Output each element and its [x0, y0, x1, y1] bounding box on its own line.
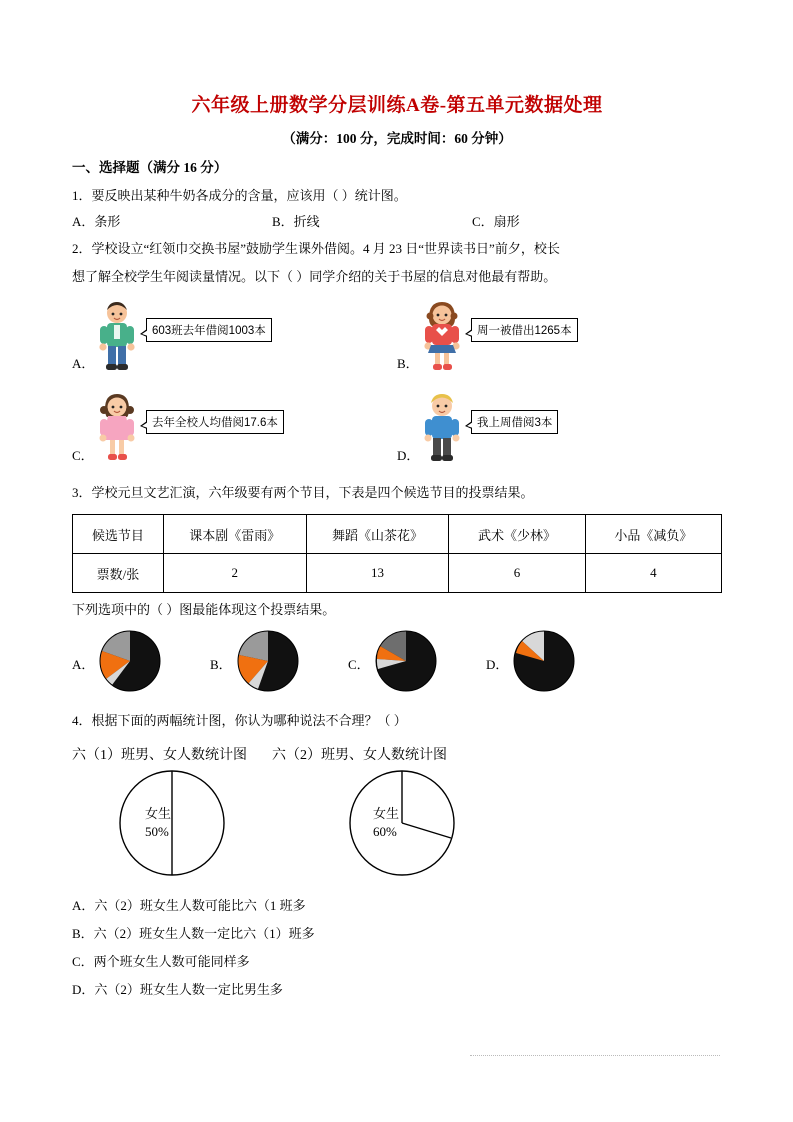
chart-1-percent: 50% [145, 824, 169, 839]
q3-option-d[interactable] [486, 629, 624, 698]
q2-option-b[interactable] [397, 298, 722, 376]
question-4-choices [72, 892, 722, 1004]
q2-option-a[interactable] [72, 298, 397, 376]
question-4-charts [72, 768, 722, 878]
q1-option-a[interactable]: A．条形 [72, 214, 121, 229]
chart-2-title: 六（2）班男、女人数统计图 [272, 748, 447, 763]
chart-1-wrap [72, 768, 272, 878]
q3-option-d-label: D． [486, 657, 509, 672]
girl-red-shirt-icon [419, 300, 465, 376]
chart-2-percent: 60% [373, 824, 397, 839]
q3-option-c[interactable] [348, 629, 486, 698]
pie-chart-d-icon [512, 629, 576, 698]
pie-chart-b-icon [236, 629, 300, 698]
table-cell-value-1: 13 [306, 554, 449, 593]
table-row-header [73, 515, 722, 554]
question-3-text: 3．学校元旦文艺汇演，六年级要有两个节目，下表是四个候选节目的投票结果。 [72, 485, 534, 500]
q2-option-a-label: A． [72, 356, 95, 371]
question-1-options [72, 211, 722, 230]
table-header-1: 课本剧《雷雨》 [163, 515, 306, 554]
pie-chart-a-icon [98, 629, 162, 698]
q4-choice-d[interactable]: D．六（2）班女生人数一定比男生多 [72, 982, 283, 997]
chart-1-label: 女生 [145, 806, 172, 821]
q3-option-c-label: C． [348, 657, 370, 672]
q2-option-d-bubble: 我上周借阅3本 [471, 410, 558, 434]
question-3-prompt: 下列选项中的（ ）图最能体现这个投票结果。 [72, 602, 336, 617]
q3-option-b-label: B． [210, 657, 232, 672]
q2-option-c-label: C． [72, 448, 94, 463]
question-2-text-line1: 2．学校设立“红领巾交换书屋”鼓励学生课外借阅。4 月 23 日“世界读书日”前夕，校长 [72, 241, 560, 256]
q3-option-b[interactable] [210, 629, 348, 698]
chart-2-label: 女生 [373, 806, 400, 821]
q1-option-c[interactable]: C．扇形 [472, 214, 520, 229]
question-1-text: 1．要反映出某种牛奶各成分的含量，应该用（ ）统计图。 [72, 188, 407, 203]
table-cell-value-0: 2 [163, 554, 306, 593]
q2-option-b-label: B． [397, 356, 419, 371]
q3-option-a[interactable] [72, 629, 210, 698]
q3-option-a-label: A． [72, 657, 95, 672]
q4-choice-b[interactable]: B．六（2）班女生人数一定比六（1）班多 [72, 926, 315, 941]
question-2-text-line2: 想了解全校学生年阅读量情况。以下（ ）同学介绍的关于书屋的信息对他最有帮助。 [72, 269, 557, 284]
table-header-2: 舞蹈《山茶花》 [306, 515, 449, 554]
question-2-options [72, 298, 722, 468]
question-4-chart-titles [72, 744, 722, 764]
page-content [72, 90, 722, 1004]
q2-option-b-bubble: 周一被借出1265本 [471, 318, 578, 342]
q2-option-c[interactable] [72, 390, 397, 468]
q4-choice-c[interactable]: C．两个班女生人数可能同样多 [72, 954, 250, 969]
section-heading-1: 一、选择题（满分 16 分） [72, 160, 228, 175]
table-header-4: 小品《减负》 [585, 515, 721, 554]
pie-chart-class2-icon [347, 768, 457, 878]
question-3-pie-options [72, 629, 722, 698]
footer-divider [470, 1055, 720, 1056]
vote-result-table [72, 514, 722, 593]
q4-choice-a[interactable]: A．六（2）班女生人数可能比六（1 班多 [72, 898, 306, 913]
chart-1-title: 六（1）班男、女人数统计图 [72, 748, 247, 763]
q2-option-d[interactable] [397, 390, 722, 468]
table-header-0: 候选节目 [73, 515, 164, 554]
pie-chart-class1-icon [117, 768, 227, 878]
girl-pink-dress-icon [94, 392, 140, 468]
q1-option-b[interactable]: B．折线 [272, 214, 320, 229]
table-cell-value-2: 6 [449, 554, 585, 593]
boy-green-shirt-icon [94, 300, 140, 376]
q2-option-a-bubble: 603班去年借阅1003本 [146, 318, 272, 342]
question-4-text: 4．根据下面的两幅统计图，你认为哪种说法不合理？（ ） [72, 713, 407, 728]
table-row-label: 票数/张 [73, 554, 164, 593]
table-row-values [73, 554, 722, 593]
q2-option-c-bubble: 去年全校人均借阅17.6本 [146, 410, 284, 434]
q2-option-d-label: D． [397, 448, 420, 463]
chart-2-wrap [272, 768, 532, 878]
table-cell-value-3: 4 [585, 554, 721, 593]
pie-chart-c-icon [374, 629, 438, 698]
table-header-3: 武术《少林》 [449, 515, 585, 554]
boy-blue-shirt-icon [419, 392, 465, 468]
page-subtitle: （满分：100 分，完成时间：60 分钟） [282, 131, 512, 146]
page-title: 六年级上册数学分层训练A卷-第五单元数据处理 [191, 95, 603, 116]
